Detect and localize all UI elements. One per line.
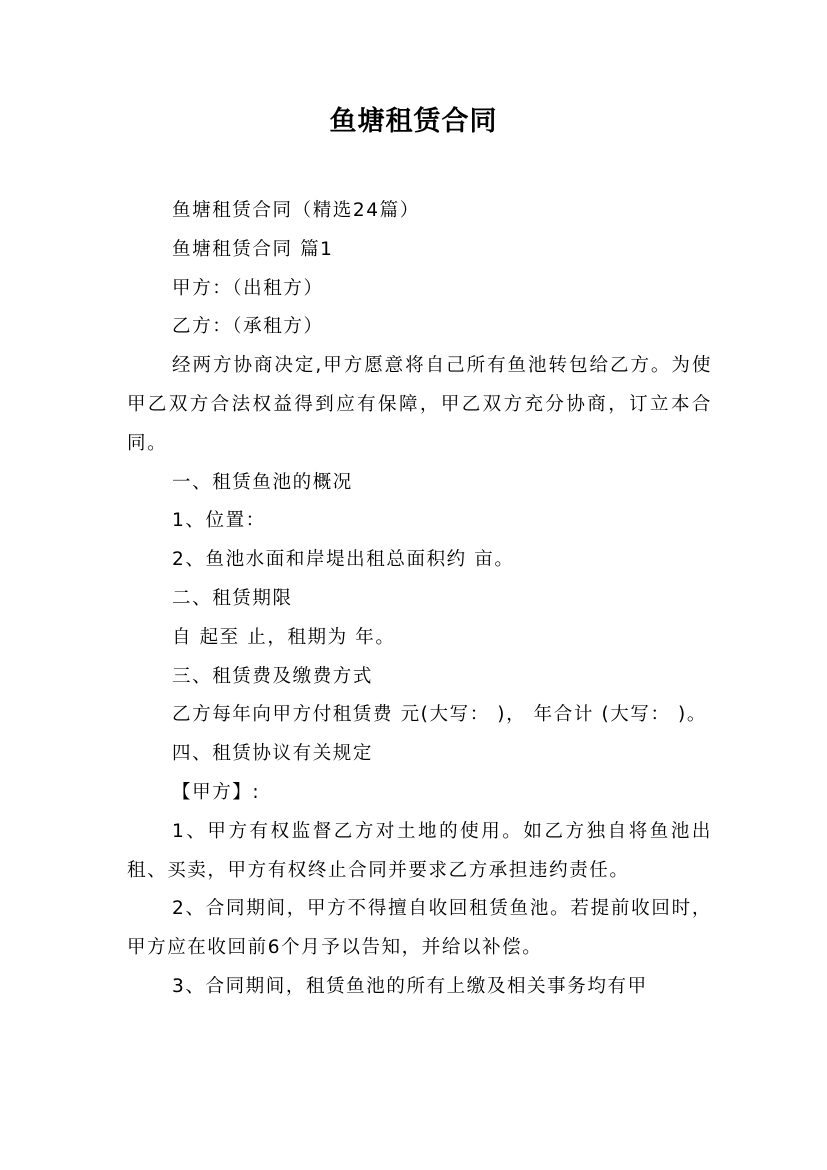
paragraph-clause-3: 3、合同期间，租赁鱼池的所有上缴及相关事务均有甲 (172, 975, 648, 997)
paragraph-section-heading: 鱼塘租赁合同 篇1 (172, 238, 334, 260)
paragraph-heading-3: 三、租赁费及缴费方式 (172, 665, 374, 687)
paragraph-location: 1、位置： (172, 510, 266, 532)
paragraph-heading-1: 一、租赁鱼池的概况 (172, 471, 353, 493)
paragraph-party-b: 乙方：（承租方） (172, 316, 324, 338)
paragraph-clause-2: 2、合同期间，甲方不得擅自收回租赁鱼池。若提前收回时，甲方应在收回前6个月予以告知，并给以补偿。 (127, 898, 712, 959)
paragraph-party-a: 甲方：（出租方） (172, 277, 324, 299)
paragraph-clause-1: 1、甲方有权监督乙方对土地的使用。如乙方独自将鱼池出租、买卖，甲方有权终止合同并要求乙方承担违约责任。 (127, 820, 712, 881)
document-title: 鱼塘租赁合同 (329, 106, 498, 137)
paragraph-party-a-heading: 【甲方】: (172, 781, 261, 803)
paragraph-subtitle: 鱼塘租赁合同（精选24篇） (172, 200, 420, 221)
paragraph-area: 2、鱼池水面和岸堤出租总面积约 亩。 (172, 549, 515, 571)
paragraph-term: 自 起至 止，租期为 年。 (172, 626, 396, 648)
paragraph-fee: 乙方每年向甲方付租赁费 元(大写： )， 年合计 (大写： )。 (172, 704, 707, 726)
document-body (127, 192, 712, 1007)
paragraph-heading-4: 四、租赁协议有关规定 (172, 743, 374, 765)
paragraph-preamble: 经两方协商决定,甲方愿意将自己所有鱼池转包给乙方。为使甲乙双方合法权益得到应有保障，甲乙双方充分协商，订立本合同。 (127, 355, 712, 454)
paragraph-heading-2: 二、租赁期限 (172, 587, 293, 609)
